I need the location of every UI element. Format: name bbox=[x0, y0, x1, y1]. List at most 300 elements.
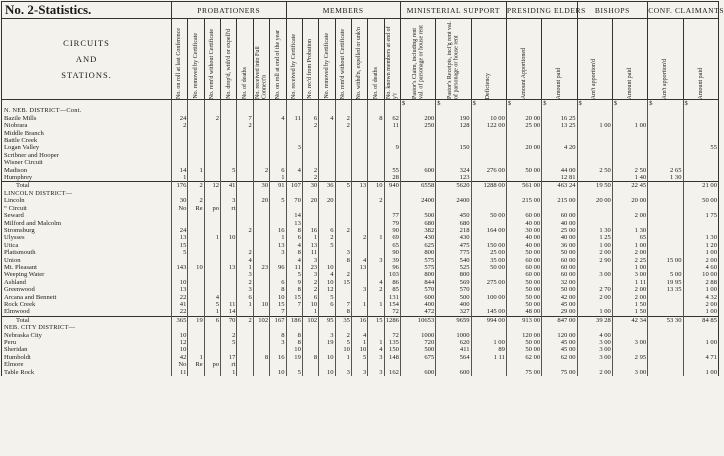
table-cell: 10 bbox=[221, 234, 237, 241]
table-cell: 45 00 bbox=[542, 301, 577, 308]
table-row bbox=[2, 212, 719, 219]
table-cell: 20 00 bbox=[506, 115, 541, 122]
table-cell bbox=[384, 152, 400, 159]
currency-sign bbox=[384, 100, 400, 108]
table-cell: 3 bbox=[351, 369, 367, 376]
table-cell bbox=[237, 308, 253, 316]
table-cell: 1 bbox=[351, 301, 367, 308]
table-cell: 3 bbox=[319, 332, 335, 339]
table-cell: 5 bbox=[335, 339, 351, 346]
table-cell: 1 bbox=[188, 167, 204, 174]
circuit-name: N. NEB. DISTRICT—Cont. bbox=[2, 107, 172, 114]
table-cell: 12 bbox=[204, 182, 220, 190]
table-cell: 3 bbox=[302, 257, 318, 264]
table-cell: 3 bbox=[286, 144, 302, 151]
table-cell: 1 00 bbox=[577, 122, 612, 129]
currency-sign bbox=[335, 100, 351, 108]
table-cell bbox=[188, 324, 204, 331]
currency-sign: $ bbox=[542, 100, 577, 108]
column-header-label: Pastor's Claim, including rent val. of parsonage or house rent bbox=[411, 25, 425, 99]
table-cell: 1 00 bbox=[683, 286, 719, 293]
group-ministerial-support: MINISTERIAL SUPPORT bbox=[400, 2, 506, 19]
table-cell: 65 bbox=[612, 234, 647, 241]
currency-sign bbox=[204, 100, 220, 108]
table-cell: 1 30 bbox=[648, 174, 683, 182]
table-cell bbox=[400, 159, 435, 166]
table-cell bbox=[204, 346, 220, 353]
table-cell: 60 00 bbox=[506, 257, 541, 264]
table-cell bbox=[351, 249, 367, 256]
table-cell bbox=[253, 205, 269, 212]
table-row bbox=[2, 115, 719, 122]
currency-sign bbox=[351, 100, 367, 108]
table-cell: 6 bbox=[319, 227, 335, 234]
table-cell bbox=[188, 107, 204, 114]
table-cell bbox=[237, 152, 253, 159]
table-cell: 10 bbox=[335, 346, 351, 353]
table-cell bbox=[221, 242, 237, 249]
table-cell: 2 00 bbox=[612, 286, 647, 293]
table-cell: 4 bbox=[204, 294, 220, 301]
table-cell bbox=[172, 130, 188, 137]
column-header-label: No. known members at end of y'r bbox=[385, 26, 399, 99]
table-cell: 42 34 bbox=[612, 316, 647, 324]
table-row bbox=[2, 227, 719, 234]
table-cell: 1 bbox=[302, 234, 318, 241]
table-cell: 50 00 bbox=[506, 249, 541, 256]
table-cell: 800 bbox=[400, 271, 435, 278]
circuit-name: NEB. CITY DISTRICT— bbox=[2, 324, 172, 331]
table-cell bbox=[270, 137, 286, 144]
table-cell bbox=[237, 182, 253, 190]
table-cell bbox=[172, 212, 188, 219]
table-cell: 8 bbox=[253, 354, 269, 361]
table-cell: 16 bbox=[270, 227, 286, 234]
table-cell bbox=[368, 107, 384, 114]
table-cell: 775 bbox=[436, 249, 471, 256]
table-cell bbox=[253, 369, 269, 376]
table-cell: 913 00 bbox=[506, 316, 541, 324]
table-cell: 50 00 bbox=[683, 197, 719, 204]
table-row bbox=[2, 354, 719, 361]
table-cell bbox=[204, 286, 220, 293]
table-cell: 75 00 bbox=[542, 369, 577, 376]
table-cell: 2 bbox=[237, 279, 253, 286]
table-cell bbox=[172, 144, 188, 151]
table-cell: 20 bbox=[302, 197, 318, 204]
table-cell bbox=[506, 130, 541, 137]
table-cell: 2 00 bbox=[612, 294, 647, 301]
table-row bbox=[2, 301, 719, 308]
table-cell bbox=[188, 174, 204, 182]
table-cell bbox=[506, 361, 541, 368]
table-cell bbox=[188, 294, 204, 301]
circuit-name: Middle Branch bbox=[2, 130, 172, 137]
table-cell bbox=[612, 220, 647, 227]
table-cell bbox=[253, 242, 269, 249]
table-cell bbox=[319, 107, 335, 114]
table-cell bbox=[188, 249, 204, 256]
table-cell bbox=[335, 190, 351, 197]
table-cell: 50 00 bbox=[506, 286, 541, 293]
table-cell bbox=[221, 137, 237, 144]
district-row bbox=[2, 190, 719, 197]
table-cell: 6 bbox=[204, 316, 220, 324]
table-cell: 2400 bbox=[436, 197, 471, 204]
currency-row-label bbox=[2, 100, 172, 108]
table-cell: 19 bbox=[188, 316, 204, 324]
table-cell: 120 00 bbox=[542, 332, 577, 339]
table-cell: 39 28 bbox=[577, 316, 612, 324]
currency-sign bbox=[221, 100, 237, 108]
table-cell: 30 bbox=[253, 182, 269, 190]
table-cell: 148 bbox=[384, 354, 400, 361]
circuit-name: Battle Creek bbox=[2, 137, 172, 144]
table-cell: 475 bbox=[436, 242, 471, 249]
table-cell bbox=[368, 130, 384, 137]
table-cell bbox=[506, 324, 541, 331]
table-cell: 25 00 bbox=[506, 122, 541, 129]
table-cell bbox=[400, 361, 435, 368]
table-cell: No bbox=[172, 205, 188, 212]
column-header bbox=[286, 19, 302, 100]
table-cell: 2 00 bbox=[683, 301, 719, 308]
table-cell bbox=[237, 205, 253, 212]
table-cell bbox=[683, 346, 719, 353]
currency-sign: $ bbox=[683, 100, 719, 108]
table-cell bbox=[270, 159, 286, 166]
table-cell bbox=[302, 130, 318, 137]
table-cell bbox=[542, 137, 577, 144]
table-row bbox=[2, 152, 719, 159]
table-cell: 1 00 bbox=[612, 264, 647, 271]
table-cell bbox=[542, 324, 577, 331]
table-cell bbox=[351, 122, 367, 129]
table-cell: 10 bbox=[286, 346, 302, 353]
table-cell bbox=[368, 227, 384, 234]
table-cell bbox=[542, 205, 577, 212]
table-cell bbox=[683, 361, 719, 368]
table-cell: 600 bbox=[400, 167, 435, 174]
table-cell: 20 bbox=[253, 197, 269, 204]
table-cell: 62 00 bbox=[506, 354, 541, 361]
table-cell bbox=[286, 107, 302, 114]
table-cell: 411 bbox=[436, 346, 471, 353]
table-cell bbox=[237, 144, 253, 151]
table-cell bbox=[351, 212, 367, 219]
table-cell: 89 bbox=[471, 346, 506, 353]
table-cell: 50 00 bbox=[506, 294, 541, 301]
table-cell: 8 bbox=[286, 339, 302, 346]
table-cell: 1 bbox=[368, 234, 384, 241]
table-cell bbox=[237, 324, 253, 331]
table-cell: 4 bbox=[286, 257, 302, 264]
table-cell bbox=[188, 159, 204, 166]
table-cell bbox=[368, 152, 384, 159]
table-cell: 9659 bbox=[436, 316, 471, 324]
currency-sign bbox=[188, 100, 204, 108]
table-cell: 55 bbox=[384, 167, 400, 174]
table-cell: 2 50 bbox=[577, 167, 612, 174]
table-cell bbox=[648, 324, 683, 331]
table-cell: 4 bbox=[368, 279, 384, 286]
table-cell bbox=[204, 332, 220, 339]
table-cell bbox=[302, 159, 318, 166]
table-cell: 13 bbox=[302, 242, 318, 249]
table-cell: 5 bbox=[335, 182, 351, 190]
currency-sign: $ bbox=[612, 100, 647, 108]
table-cell: 1 00 bbox=[683, 308, 719, 316]
table-cell: 145 00 bbox=[471, 308, 506, 316]
table-cell: 1 50 bbox=[612, 301, 647, 308]
table-cell bbox=[683, 115, 719, 122]
table-cell: 10 bbox=[172, 332, 188, 339]
table-cell: 3 00 bbox=[577, 346, 612, 353]
table-cell bbox=[188, 339, 204, 346]
table-cell bbox=[577, 279, 612, 286]
table-cell bbox=[237, 212, 253, 219]
table-cell bbox=[188, 271, 204, 278]
table-cell: 7 bbox=[270, 308, 286, 316]
district-row bbox=[2, 324, 719, 331]
circuit-name: Total bbox=[2, 182, 172, 190]
table-cell: 2 90 bbox=[577, 257, 612, 264]
table-cell: 8 bbox=[302, 354, 318, 361]
currency-sign: $ bbox=[648, 100, 683, 108]
table-cell bbox=[237, 354, 253, 361]
table-cell bbox=[335, 152, 351, 159]
table-cell: 8 bbox=[286, 332, 302, 339]
table-cell bbox=[270, 212, 286, 219]
table-cell: 40 00 bbox=[506, 234, 541, 241]
table-cell: 3 bbox=[237, 286, 253, 293]
table-cell bbox=[204, 271, 220, 278]
table-cell: 4 bbox=[286, 167, 302, 174]
table-cell bbox=[400, 190, 435, 197]
table-cell bbox=[204, 159, 220, 166]
table-cell bbox=[204, 249, 220, 256]
table-cell: 70 bbox=[221, 316, 237, 324]
table-cell bbox=[319, 152, 335, 159]
table-row bbox=[2, 294, 719, 301]
table-cell: 5 bbox=[286, 271, 302, 278]
table-cell bbox=[471, 361, 506, 368]
table-cell bbox=[368, 190, 384, 197]
table-cell bbox=[506, 152, 541, 159]
table-row bbox=[2, 369, 719, 376]
table-cell: 540 bbox=[436, 257, 471, 264]
circuit-name: Ashland bbox=[2, 279, 172, 286]
table-cell: 472 bbox=[400, 308, 435, 316]
table-cell: 11 bbox=[384, 122, 400, 129]
table-cell: 20 00 bbox=[577, 197, 612, 204]
table-cell bbox=[351, 271, 367, 278]
table-cell: 12 bbox=[319, 286, 335, 293]
table-cell: 8 bbox=[368, 115, 384, 122]
table-cell bbox=[188, 130, 204, 137]
column-header-label: No. on roll at last Conference bbox=[176, 28, 183, 99]
table-cell bbox=[270, 130, 286, 137]
table-cell bbox=[648, 339, 683, 346]
table-cell bbox=[253, 361, 269, 368]
table-cell: 41 bbox=[172, 301, 188, 308]
table-cell bbox=[302, 137, 318, 144]
table-cell: 10 bbox=[319, 264, 335, 271]
table-cell: 50 00 bbox=[506, 279, 541, 286]
table-cell bbox=[221, 294, 237, 301]
table-cell bbox=[368, 212, 384, 219]
table-cell: 2 95 bbox=[612, 354, 647, 361]
table-cell bbox=[471, 190, 506, 197]
table-cell: 324 bbox=[436, 167, 471, 174]
table-cell: 1 bbox=[237, 264, 253, 271]
table-cell bbox=[612, 107, 647, 114]
table-cell: 186 bbox=[286, 316, 302, 324]
table-cell: 6558 bbox=[400, 182, 435, 190]
table-cell bbox=[253, 294, 269, 301]
table-row bbox=[2, 122, 719, 129]
table-cell bbox=[204, 197, 220, 204]
table-cell: 382 bbox=[400, 227, 435, 234]
table-cell: 13 35 bbox=[648, 286, 683, 293]
table-cell bbox=[253, 332, 269, 339]
table-cell bbox=[648, 137, 683, 144]
table-cell: 7 bbox=[335, 301, 351, 308]
table-cell: 72 bbox=[384, 308, 400, 316]
table-cell: 50 00 bbox=[542, 249, 577, 256]
table-cell: 150 00 bbox=[471, 242, 506, 249]
table-cell: 48 00 bbox=[506, 308, 541, 316]
table-cell: 400 bbox=[436, 301, 471, 308]
table-cell: 75 00 bbox=[506, 369, 541, 376]
table-cell: 5 bbox=[270, 197, 286, 204]
table-row bbox=[2, 130, 719, 137]
table-cell bbox=[577, 144, 612, 151]
table-cell: 675 bbox=[400, 354, 435, 361]
table-cell: 4 bbox=[270, 115, 286, 122]
table-cell: 11 bbox=[286, 115, 302, 122]
table-cell: 2 bbox=[221, 332, 237, 339]
table-cell: 625 bbox=[400, 242, 435, 249]
table-cell bbox=[286, 159, 302, 166]
group-presiding-elders: PRESIDING ELDERS bbox=[506, 2, 577, 19]
column-header bbox=[351, 19, 367, 100]
table-cell bbox=[188, 279, 204, 286]
table-cell bbox=[368, 137, 384, 144]
table-cell bbox=[319, 205, 335, 212]
circuit-name: Ulysses bbox=[2, 234, 172, 241]
table-cell bbox=[368, 294, 384, 301]
circuit-name: Niobrara bbox=[2, 122, 172, 129]
table-cell bbox=[384, 107, 400, 114]
table-cell: 122 00 bbox=[471, 122, 506, 129]
table-cell bbox=[286, 174, 302, 182]
table-cell bbox=[368, 220, 384, 227]
table-cell bbox=[577, 220, 612, 227]
table-cell: 8 bbox=[286, 249, 302, 256]
table-cell: 4 00 bbox=[577, 332, 612, 339]
table-cell: 276 00 bbox=[471, 167, 506, 174]
table-cell: 620 bbox=[436, 339, 471, 346]
table-cell: 250 bbox=[400, 122, 435, 129]
table-cell: 3 bbox=[302, 271, 318, 278]
table-cell bbox=[172, 107, 188, 114]
table-cell: 2 bbox=[302, 174, 318, 182]
circuit-name: Elmore bbox=[2, 361, 172, 368]
table-cell bbox=[204, 220, 220, 227]
table-cell bbox=[319, 122, 335, 129]
circuit-name: Greenwood bbox=[2, 286, 172, 293]
table-cell bbox=[221, 190, 237, 197]
table-cell bbox=[270, 324, 286, 331]
table-cell: 5 bbox=[172, 249, 188, 256]
table-cell bbox=[204, 354, 220, 361]
group-members: MEMBERS bbox=[286, 2, 400, 19]
table-cell: 4 bbox=[351, 257, 367, 264]
table-cell bbox=[253, 220, 269, 227]
table-cell: 800 bbox=[400, 249, 435, 256]
table-cell bbox=[612, 144, 647, 151]
circuit-name: Stromsburg bbox=[2, 227, 172, 234]
table-cell: 2 bbox=[319, 234, 335, 241]
circuit-name: Seward bbox=[2, 212, 172, 219]
table-cell: 4 71 bbox=[683, 354, 719, 361]
table-cell: 570 bbox=[400, 286, 435, 293]
table-cell: 30 bbox=[302, 182, 318, 190]
circuit-name: Weeping Water bbox=[2, 271, 172, 278]
currency-sign bbox=[253, 100, 269, 108]
table-cell bbox=[188, 286, 204, 293]
table-cell: 50 00 bbox=[471, 264, 506, 271]
table-cell: 3 bbox=[351, 286, 367, 293]
table-cell bbox=[221, 212, 237, 219]
table-cell: 1 bbox=[368, 339, 384, 346]
table-cell bbox=[471, 137, 506, 144]
table-cell bbox=[368, 332, 384, 339]
column-header bbox=[506, 19, 541, 100]
table-cell bbox=[351, 308, 367, 316]
table-cell bbox=[221, 144, 237, 151]
table-cell bbox=[471, 271, 506, 278]
table-cell bbox=[172, 159, 188, 166]
table-cell: 1286 bbox=[385, 316, 399, 324]
table-row bbox=[2, 264, 719, 271]
table-cell: 14 bbox=[221, 308, 237, 316]
table-cell bbox=[400, 324, 435, 331]
table-cell bbox=[335, 294, 351, 301]
table-cell bbox=[351, 137, 367, 144]
table-cell bbox=[400, 130, 435, 137]
table-cell bbox=[204, 212, 220, 219]
column-header-label: No. of deaths bbox=[241, 66, 248, 99]
table-cell: 20 00 bbox=[506, 144, 541, 151]
table-cell bbox=[319, 212, 335, 219]
table-cell bbox=[172, 137, 188, 144]
table-cell: 7 bbox=[237, 115, 253, 122]
table-cell bbox=[436, 324, 471, 331]
table-cell: 40 00 bbox=[542, 220, 577, 227]
table-cell bbox=[188, 144, 204, 151]
table-cell: 2 25 bbox=[612, 257, 647, 264]
table-cell bbox=[221, 249, 237, 256]
table-row bbox=[2, 257, 719, 264]
table-cell: 36 bbox=[319, 182, 335, 190]
table-cell: 2 bbox=[335, 227, 351, 234]
table-cell bbox=[253, 130, 269, 137]
table-cell bbox=[612, 324, 647, 331]
table-cell: 1 bbox=[270, 174, 286, 182]
circuit-name: Humphrey bbox=[2, 174, 172, 182]
